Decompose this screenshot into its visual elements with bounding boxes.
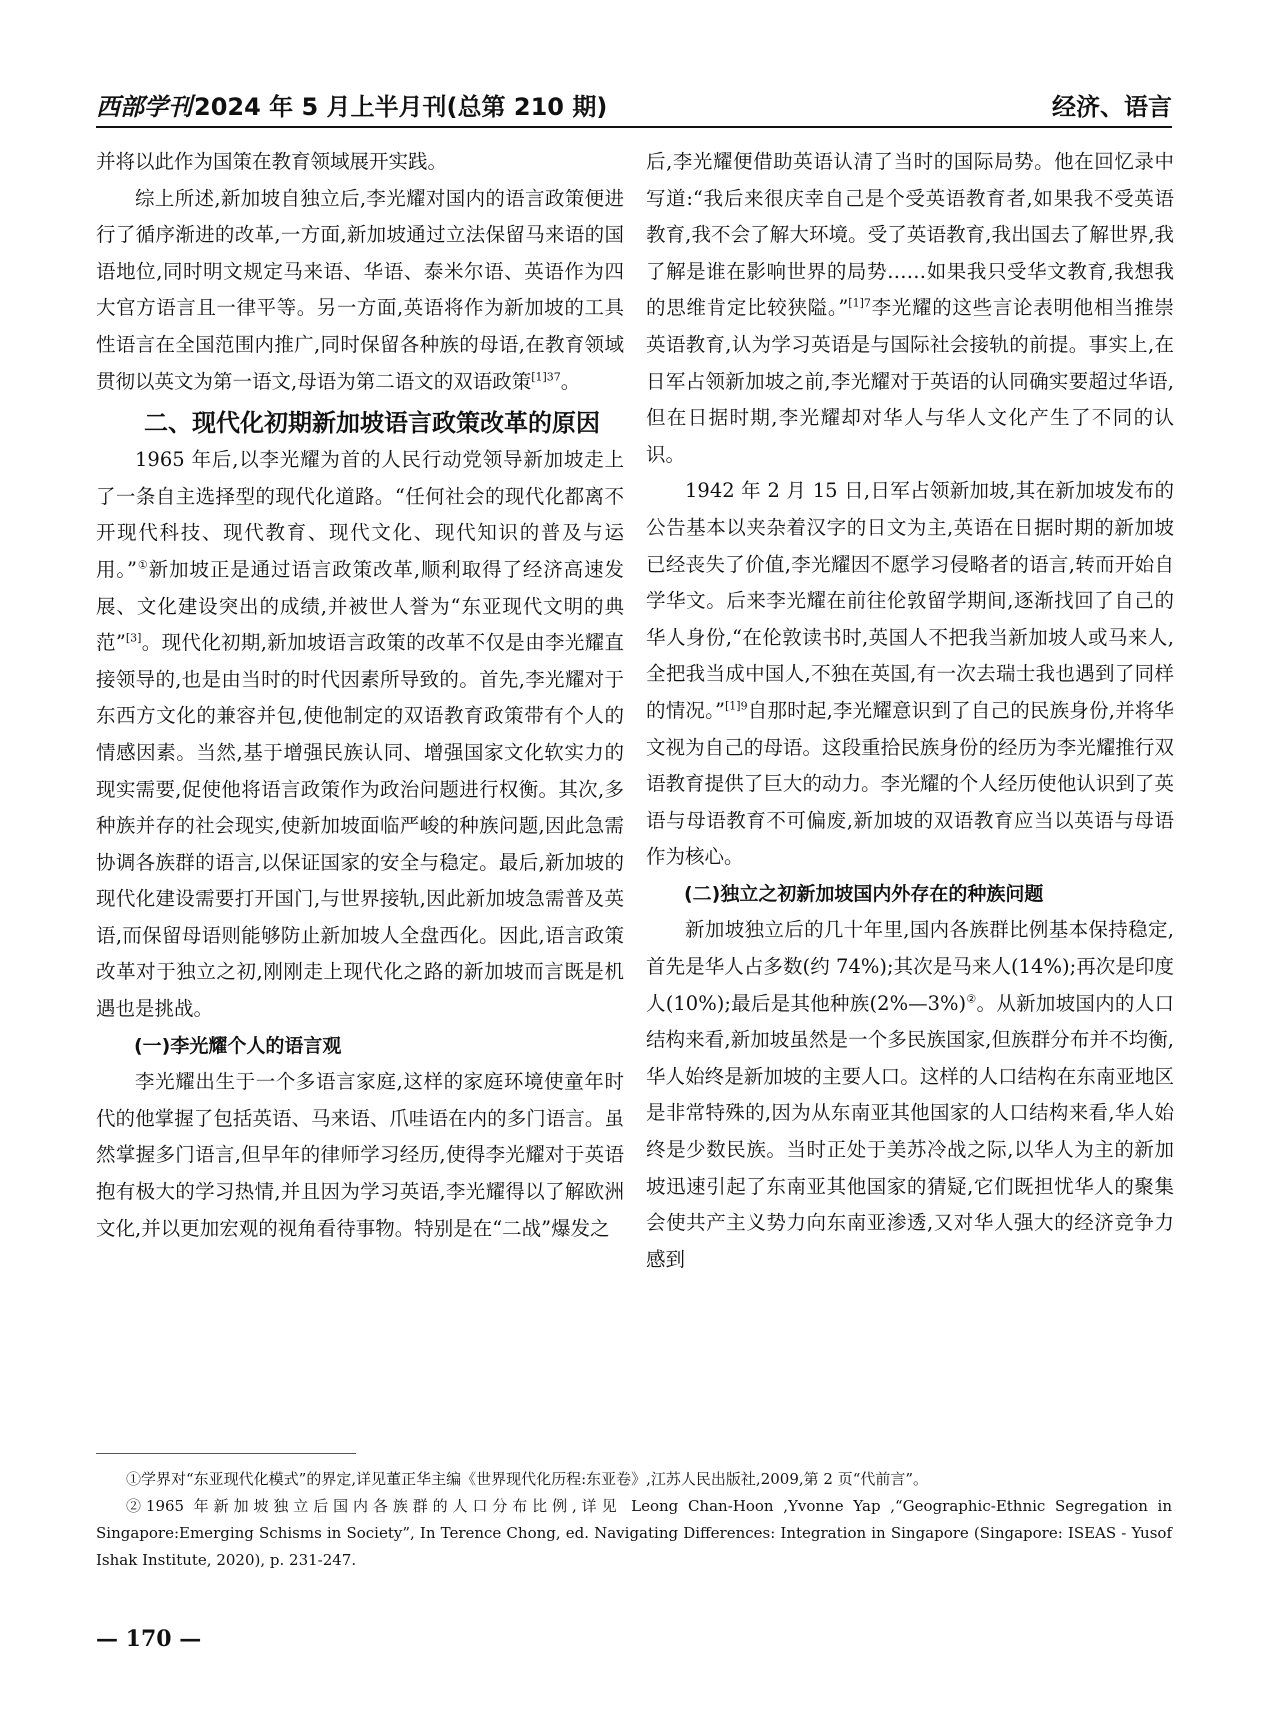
- right-column: [646, 144, 1174, 1278]
- paragraph: 后,李光耀便借助英语认清了当时的国际局势。他在回忆录中写道:“我后来很庆幸自己是个受英语教育者,如果我不受英语教育,我不会了解大环境。受了英语教育,我出国去了解世界,我了解是谁在影响世界的局势……如果我只受华文教育,我想我的思维肯定比较狭隘。”$^{[1]7}$李光耀的这些言论表明他相当推崇英语教育,认为学习英语是与国际社会接轨的前提。事实上,在日军占领新加坡之前,李光耀对于英语的认同确实要超过华语,但在日据时期,李光耀却对华人与华人文化产生了不同的认识。: [646, 150, 1174, 466]
- citation: [1]9: [725, 699, 748, 713]
- paragraph: 新加坡独立后的几十年里,国内各族群比例基本保持稳定,首先是华人占多数(约 74%);其次是马来人(14%);再次是印度人(10%);最后是其他种族(2%—3%)②。从新加坡国内的人口结构来看,新加坡虽然是一个多民族国家,但族群分布并不均衡,华人始终是新加坡的主要人口。这样的人口结构在东南亚地区是非常特殊的,因为从东南亚其他国家的人口结构来看,华人始终是少数民族。当时正处于美苏冷战之际,以华人为主的新加坡迅速引起了东南亚其他国家的猜疑,它们既担忧华人的聚集会使共产主义势力向东南亚渗透,又对华人强大的经济竞争力感到: [646, 918, 1174, 1271]
- page-header: [96, 82, 1172, 128]
- page-number: — 170 —: [96, 1626, 202, 1652]
- footnote: ①学界对“东亚现代化模式”的界定,详见董正华主编《世界现代化历程:东亚卷》,江苏人民出版社,2009,第 2 页“代前言”。: [126, 1470, 929, 1488]
- citation: [3]: [125, 631, 142, 645]
- footnote-marker: ①: [137, 558, 149, 572]
- citation: [1]7: [848, 296, 871, 310]
- section-heading: 二、现代化初期新加坡语言政策改革的原因: [144, 409, 600, 438]
- footnote-divider: [96, 1453, 356, 1454]
- subsection-heading: (一)李光耀个人的语言观: [134, 1034, 342, 1057]
- paragraph: 李光耀出生于一个多语言家庭,这样的家庭环境使童年时代的他掌握了包括英语、马来语、爪哇语在内的多门语言。虽然掌握多门语言,但早年的律师学习经历,使得李光耀对于英语抱有极大的学习热情,并且因为学习英语,李光耀得以了解欧洲文化,并以更加宏观的视角看待事物。特别是在“二战”爆发之: [96, 1070, 624, 1240]
- issue-info: 2024 年 5 月上半月刊(总第 210 期): [194, 93, 608, 121]
- paragraph: 并将以此作为国策在教育领域展开实践。: [96, 150, 448, 173]
- journal-logo: 西部学刊: [96, 93, 192, 121]
- paragraph: 综上所述,新加坡自独立后,李光耀对国内的语言政策便进行了循序渐进的改革,一方面,新加坡通过立法保留马来语的国语地位,同时明文规定马来语、华语、泰米尔语、英语作为四大官方语言且一律平等。另一方面,英语将作为新加坡的工具性语言在全国范围内推广,同时保留各种族的母语,在教育领域贯彻以英文为第一语文,母语为第二语文的双语政策$^{[1]37}$。: [96, 186, 624, 393]
- citation: [1]37: [531, 370, 561, 384]
- journal-title: [96, 87, 607, 122]
- left-column: [96, 144, 624, 1247]
- subsection-heading: (二)独立之初新加坡国内外存在的种族问题: [684, 882, 1044, 905]
- section-label: 经济、语言: [1052, 93, 1172, 121]
- paragraph: 1942 年 2 月 15 日,日军占领新加坡,其在新加坡发布的公告基本以夹杂着汉字的日文为主,英语在日据时期的新加坡已经丧失了价值,李光耀因不愿学习侵略者的语言,转而开始自学华文。后来李光耀在前往伦敦留学期间,逐渐找回了自己的华人身份,“在伦敦读书时,英国人不把我当新加坡人或马来人,全把我当成中国人,不独在英国,有一次去瑞士我也遇到了同样的情况。”$^{[1]9}$自那时起,李光耀意识到了自己的民族身份,并将华文视为自己的母语。这段重拾民族身份的经历为李光耀推行双语教育提供了巨大的动力。李光耀的个人经历使他认识到了英语与母语教育不可偏废,新加坡的双语教育应当以英语与母语作为核心。: [646, 479, 1174, 869]
- footnote-marker: ②: [966, 992, 977, 1006]
- paragraph: 1965 年后,以李光耀为首的人民行动党领导新加坡走上了一条自主选择型的现代化道路。“任何社会的现代化都离不开现代科技、现代教育、现代文化、现代知识的普及与运用。”①新加坡正是通过语言政策改革,顺利取得了经济高速发展、文化建设突出的成绩,并被世人誉为“东亚现代文明的典范”[3]。现代化初期,新加坡语言政策的改革不仅是由李光耀直接领导的,也是由当时的时代因素所导致的。首先,李光耀对于东西方文化的兼容并包,使他制定的双语教育政策带有个人的情感因素。当然,基于增强民族认同、增强国家文化软实力的现实需要,促使他将语言政策作为政治问题进行权衡。其次,多种族并存的社会现实,使新加坡面临严峻的种族问题,因此急需协调各族群的语言,以保证国家的安全与稳定。最后,新加坡的现代化建设需要打开国门,与世界接轨,因此新加坡急需普及英语,而保留母语则能够防止新加坡人全盘西化。因此,语言政策改革对于独立之初,刚刚走上现代化之路的新加坡而言既是机遇也是挑战。: [96, 448, 624, 1021]
- footnote: ②1965 年新加坡独立后国内各族群的人口分布比例,详见 Leong Chan-Hoon ,Yvonne Yap ,“Geographic-Ethnic Segregation in Singapore:Emerging Schisms in Society”, In Terence Chong, ed. Navigating Differences: Integration in Singapore (Singapore: ISEAS - Yusof Ishak Institute, 2020), p. 231-247.: [96, 1497, 1172, 1569]
- footnotes: [96, 1466, 1172, 1574]
